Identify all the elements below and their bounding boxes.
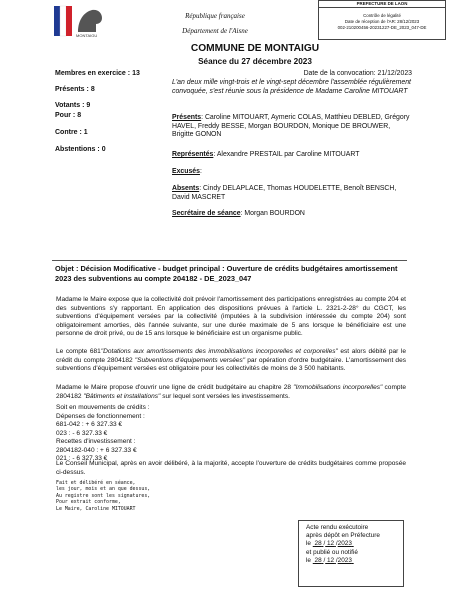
republique-logo	[52, 4, 114, 38]
acte-date1-prefix: le	[306, 540, 311, 548]
stamp-line2: Date de réception de l'AR: 28/12/2023	[344, 19, 420, 24]
objet-title: Objet : Décision Modificative - budget principal : Ouverture de crédits budgétaires amortissement 2023 des subventions au compte 204182 - DE_2023_047	[55, 264, 398, 283]
secretaire-name: : Morgan BOURDON	[240, 210, 305, 217]
abstentions-label: Abstentions :	[55, 146, 100, 153]
para3-part-d: "Bâtiments et installations"	[83, 392, 161, 400]
movement-line: 021 : - 6 327.33 €	[56, 455, 108, 462]
convocation-date: Date de la convocation: 21/12/2023	[303, 70, 412, 77]
departement-text: Département de l'Aisne	[182, 27, 248, 35]
movement-line: 681-042 : + 6 327.33 €	[56, 421, 123, 428]
para2-part-e: par opération d'ordre budgétaire. L'amortissement des subventions d'équipement versées est obligatoire pour les collectivités de moins de 3 500 habitants.	[56, 356, 406, 373]
presents-count-value: 8	[90, 86, 95, 93]
membres-count	[55, 70, 140, 77]
movement-line: 023 : - 6 327.33 €	[56, 429, 108, 437]
conclusion-text: Le Conseil Municipal, après en avoir délibéré, à la majorité, accepte l'ouverture de crédits budgétaires comme proposée ci-dessus.	[56, 460, 406, 476]
signature-line: Au registre sont les signatures,	[56, 492, 151, 499]
representes-block	[172, 151, 412, 160]
votants-label: Votants :	[55, 102, 85, 109]
excuses-block	[172, 168, 412, 177]
para2-part-d: "Subventions d'équipements versées"	[134, 356, 246, 364]
acte-line3: le 28 / 12 /2023	[306, 540, 352, 548]
movement-line: Soit en mouvements de crédits :	[56, 404, 150, 411]
signature-line: les jour, mois et an que dessus,	[56, 486, 151, 493]
presents-count	[55, 86, 95, 93]
pour-label: Pour :	[55, 112, 76, 119]
contre-value: 1	[83, 129, 88, 136]
absents-label: Absents	[172, 185, 200, 192]
presents-names: : Caroline MITOUART, Aymeric COLAS, Matthieu DEBLED, Grégory HAVEL, Freddy BESSE, Morgan BOURDON, Monique DE BROUWER, Brigitte GONON	[172, 114, 410, 139]
representes-names: : Alexandre PRESTAIL par Caroline MITOUART	[213, 151, 360, 158]
acte-date2-day: 28	[314, 556, 322, 564]
excuses-names: :	[199, 168, 202, 175]
excuses-label: Excusés	[172, 168, 200, 175]
acte-line2: après dépôt en Préfecture	[306, 532, 380, 540]
para3-part-c: compte 2804182	[56, 384, 406, 400]
para3-part-a: Madame le Maire propose d'ouvrir une ligne de crédit budgétaire au chapitre 28	[56, 384, 294, 391]
svg-text:MONTAIGU: MONTAIGU	[76, 33, 98, 38]
intro-text: L'an deux mille vingt-trois et le vingt-sept décembre l'assemblée régulièrement convoquée, s'est réunie sous la présidence de Madame Caroline MITOUART	[172, 79, 411, 95]
pour-value: 8	[77, 112, 82, 119]
votants-value: 9	[86, 102, 91, 109]
para2-part-c: est alors débité par le crédit du compte 2804182	[56, 348, 406, 364]
para3-part-b: "Immobilisations incorporelles"	[293, 384, 383, 391]
acte-date2-year: 2023	[337, 556, 352, 564]
presents-label: Présents	[172, 114, 202, 121]
signature-block	[56, 480, 176, 512]
acte-executoire-box	[298, 520, 404, 587]
paragraph-1: Madame le Maire expose que la collectivité doit prévoir l'amortissement des participations enregistrées au compte 204 et des subventions s'y rapportant. En application des dispositions prévues à l'article L. 2321-2-28° du CGCT, les subventions d'équipement versées par la collectivité (imputées à la subdivision intéressée du compte 204) sont obligatoirement amorties, dès l'année suivante, sur une durée maximale de 5 ans lorsque le bénéficiaire est une personne de droit privé, ou de 15 ans lorsque le bénéficiaire est un organisme public.	[56, 296, 406, 338]
paragraph-3	[56, 384, 406, 401]
section-divider	[52, 260, 407, 261]
movement-line: 2804182-040 : + 6 327.33 €	[56, 446, 137, 454]
contre-count	[55, 129, 88, 136]
para2-part-a: Le compte 681	[56, 348, 101, 355]
acte-date2-month: 12	[327, 556, 335, 564]
republique-text: République française	[185, 12, 245, 20]
absents-names: : Cindy DELAPLACE, Thomas HOUDELETTE, Benoît BENSCH, David MASCRET	[172, 185, 397, 201]
votants-count	[55, 102, 90, 109]
secretaire-block	[172, 210, 412, 219]
prefecture-stamp	[318, 0, 446, 40]
seance-date: Séance du 27 décembre 2023	[198, 57, 312, 66]
membres-value: 13	[132, 70, 140, 77]
signature-line: Fait et délibéré en séance,	[56, 480, 136, 486]
acte-line5: le 28 / 12 /2023	[306, 556, 352, 564]
contre-label: Contre :	[55, 129, 82, 136]
abstentions-value: 0	[101, 146, 106, 153]
signature-line: Pour extrait conforme,	[56, 499, 121, 506]
movement-line: Recettes d'investissement :	[56, 438, 136, 445]
acte-line1: Acte rendu exécutoire	[306, 524, 369, 531]
acte-date2-prefix: le	[306, 556, 311, 564]
stamp-line1: Contrôle de légalité	[363, 13, 401, 18]
acte-date1-month: 12	[327, 540, 335, 548]
credit-movements	[56, 404, 406, 464]
signature-line: Le Maire, Caroline MITOUART	[56, 505, 136, 512]
stamp-line3: 002-210200456-20231227-DE_2023_047-DE	[337, 25, 427, 30]
presents-block	[172, 114, 412, 140]
paragraph-2	[56, 348, 406, 374]
membres-label: Membres en exercice :	[55, 70, 131, 77]
abstentions-count	[55, 146, 106, 153]
para2-part-b: "Dotations aux amortissements des immobilisations incorporelles et corporelles"	[100, 348, 338, 355]
secretaire-label: Secrétaire de séance	[172, 210, 241, 217]
movement-line: Dépenses de fonctionnement :	[56, 412, 145, 420]
representes-label: Représentés	[172, 151, 214, 158]
presents-count-label: Présents :	[55, 86, 89, 93]
acte-line4: et publié ou notifié	[306, 548, 358, 556]
commune-title: COMMUNE DE MONTAIGU	[190, 43, 320, 54]
stamp-title: PREFECTURE DE LAON	[319, 1, 445, 8]
acte-date1-day: 28	[314, 540, 322, 548]
acte-date1-year: 2023	[337, 540, 352, 548]
absents-block	[172, 185, 412, 202]
pour-count	[55, 112, 81, 119]
para3-part-e: sur lequel sont versées les investissements.	[160, 392, 290, 400]
